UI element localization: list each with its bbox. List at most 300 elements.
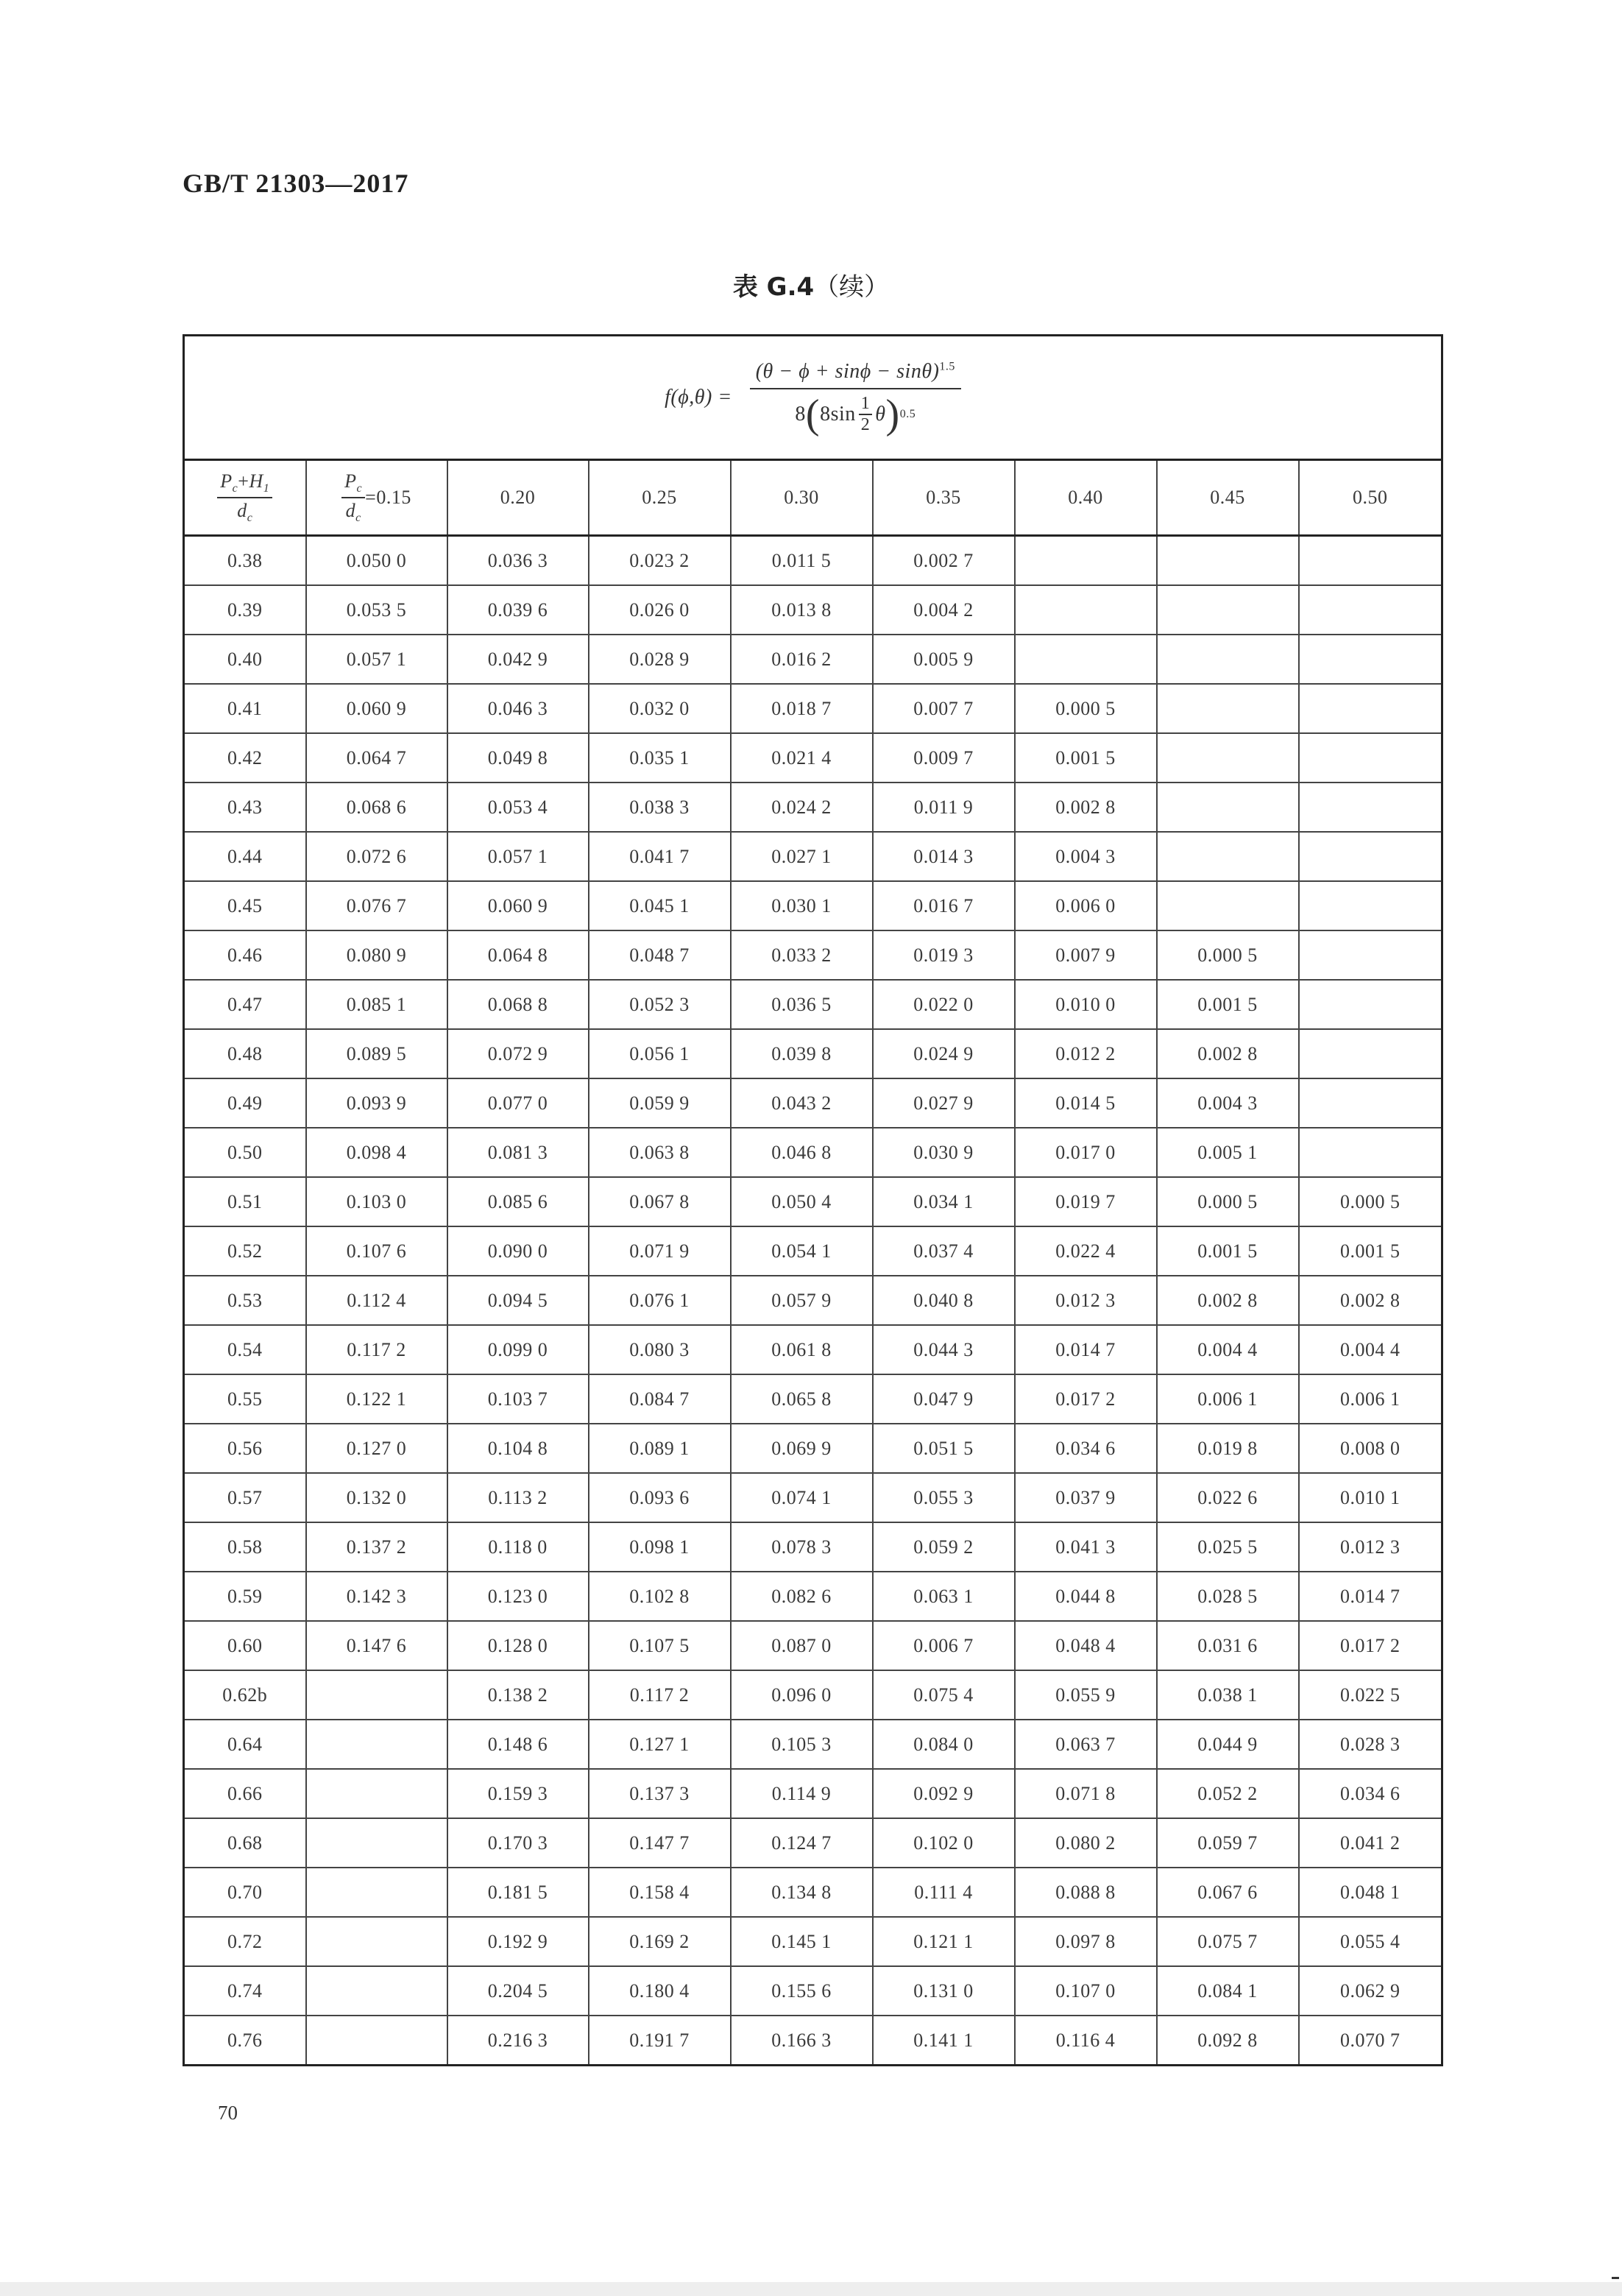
row-header-plus: +	[238, 470, 249, 492]
data-table	[183, 334, 1443, 2066]
row-label-cell: 0.48	[184, 1029, 306, 1078]
value-cell: 0.127 0	[306, 1424, 447, 1473]
value-cell: 0.155 6	[731, 1966, 873, 2016]
value-cell	[1157, 585, 1299, 635]
value-cell: 0.030 1	[731, 881, 873, 930]
value-cell	[1299, 635, 1442, 684]
value-cell: 0.024 2	[731, 783, 873, 832]
table-row	[184, 585, 1442, 635]
col-header-first-d-sub: c	[355, 512, 361, 525]
value-cell: 0.026 0	[589, 585, 731, 635]
value-cell: 0.191 7	[589, 2016, 731, 2066]
table-row	[184, 1276, 1442, 1325]
col-header-first	[306, 460, 447, 536]
row-label-cell: 0.40	[184, 635, 306, 684]
formula-half-num: 1	[859, 394, 873, 415]
value-cell: 0.077 0	[447, 1078, 589, 1128]
value-cell: 0.082 6	[731, 1572, 873, 1621]
row-label-cell: 0.44	[184, 832, 306, 881]
value-cell: 0.027 1	[731, 832, 873, 881]
table-title-suffix: （续）	[814, 272, 890, 302]
value-cell: 0.022 4	[1015, 1226, 1157, 1276]
value-cell	[306, 1966, 447, 2016]
value-cell	[1157, 635, 1299, 684]
col-header: 0.45	[1157, 460, 1299, 536]
value-cell: 0.053 5	[306, 585, 447, 635]
value-cell	[306, 1917, 447, 1966]
col-header-first-d: d	[345, 500, 356, 521]
value-cell	[1299, 1128, 1442, 1177]
value-cell: 0.008 0	[1299, 1424, 1442, 1473]
value-cell: 0.005 9	[873, 635, 1015, 684]
value-cell: 0.011 9	[873, 783, 1015, 832]
value-cell: 0.075 7	[1157, 1917, 1299, 1966]
value-cell: 0.180 4	[589, 1966, 731, 2016]
value-cell: 0.030 9	[873, 1128, 1015, 1177]
row-header-p: P	[220, 470, 233, 492]
value-cell: 0.022 0	[873, 980, 1015, 1029]
col-header: 0.30	[731, 460, 873, 536]
formula-cell	[184, 336, 1442, 460]
value-cell: 0.050 4	[731, 1177, 873, 1226]
table-row	[184, 635, 1442, 684]
value-cell: 0.032 0	[589, 684, 731, 733]
value-cell: 0.031 6	[1157, 1621, 1299, 1670]
table-row	[184, 930, 1442, 980]
row-label-cell: 0.43	[184, 783, 306, 832]
formula-numerator	[750, 360, 961, 389]
value-cell: 0.080 2	[1015, 1818, 1157, 1868]
value-cell: 0.048 1	[1299, 1868, 1442, 1917]
value-cell: 0.148 6	[447, 1720, 589, 1769]
value-cell: 0.122 1	[306, 1374, 447, 1424]
row-label-cell: 0.45	[184, 881, 306, 930]
value-cell: 0.059 2	[873, 1522, 1015, 1572]
value-cell: 0.010 0	[1015, 980, 1157, 1029]
row-label-cell: 0.41	[184, 684, 306, 733]
formula-den-exponent: 0.5	[899, 408, 916, 420]
value-cell: 0.048 4	[1015, 1621, 1157, 1670]
value-cell: 0.055 3	[873, 1473, 1015, 1522]
value-cell: 0.042 9	[447, 635, 589, 684]
value-cell: 0.059 7	[1157, 1818, 1299, 1868]
formula-left-paren: (	[805, 392, 821, 437]
value-cell: 0.035 1	[589, 733, 731, 783]
value-cell: 0.158 4	[589, 1868, 731, 1917]
value-cell: 0.111 4	[873, 1868, 1015, 1917]
row-label-cell: 0.72	[184, 1917, 306, 1966]
value-cell: 0.006 0	[1015, 881, 1157, 930]
value-cell: 0.074 1	[731, 1473, 873, 1522]
value-cell: 0.041 2	[1299, 1818, 1442, 1868]
value-cell	[1157, 733, 1299, 783]
row-label-cell: 0.50	[184, 1128, 306, 1177]
value-cell: 0.075 4	[873, 1670, 1015, 1720]
value-cell	[1299, 684, 1442, 733]
value-cell: 0.057 1	[306, 635, 447, 684]
row-label-cell: 0.57	[184, 1473, 306, 1522]
col-header: 0.20	[447, 460, 589, 536]
row-header-h-sub: 1	[263, 482, 270, 495]
value-cell	[306, 1868, 447, 1917]
value-cell: 0.001 5	[1015, 733, 1157, 783]
value-cell: 0.099 0	[447, 1325, 589, 1374]
value-cell: 0.001 5	[1157, 980, 1299, 1029]
value-cell: 0.021 4	[731, 733, 873, 783]
value-cell: 0.068 6	[306, 783, 447, 832]
formula-half-fraction	[859, 394, 873, 435]
value-cell: 0.062 9	[1299, 1966, 1442, 2016]
value-cell: 0.117 2	[589, 1670, 731, 1720]
value-cell: 0.112 4	[306, 1276, 447, 1325]
value-cell: 0.051 5	[873, 1424, 1015, 1473]
value-cell: 0.094 5	[447, 1276, 589, 1325]
value-cell	[1299, 930, 1442, 980]
value-cell: 0.013 8	[731, 585, 873, 635]
header-row	[184, 460, 1442, 536]
value-cell: 0.037 9	[1015, 1473, 1157, 1522]
value-cell: 0.023 2	[589, 536, 731, 586]
table-row	[184, 1128, 1442, 1177]
row-label-cell: 0.49	[184, 1078, 306, 1128]
value-cell: 0.028 5	[1157, 1572, 1299, 1621]
row-header-p-sub: c	[232, 482, 238, 495]
col-header-first-fraction	[341, 470, 365, 525]
value-cell: 0.000 5	[1157, 1177, 1299, 1226]
value-cell: 0.121 1	[873, 1917, 1015, 1966]
value-cell: 0.097 8	[1015, 1917, 1157, 1966]
value-cell: 0.060 9	[447, 881, 589, 930]
value-cell: 0.204 5	[447, 1966, 589, 2016]
value-cell: 0.006 1	[1157, 1374, 1299, 1424]
value-cell: 0.170 3	[447, 1818, 589, 1868]
value-cell: 0.036 5	[731, 980, 873, 1029]
table-row	[184, 1078, 1442, 1128]
row-label-cell: 0.55	[184, 1374, 306, 1424]
value-cell	[1299, 536, 1442, 586]
value-cell	[1157, 536, 1299, 586]
row-label-cell: 0.47	[184, 980, 306, 1029]
value-cell: 0.105 3	[731, 1720, 873, 1769]
value-cell: 0.114 9	[731, 1769, 873, 1818]
table-row	[184, 536, 1442, 586]
value-cell: 0.034 1	[873, 1177, 1015, 1226]
value-cell: 0.093 6	[589, 1473, 731, 1522]
value-cell: 0.006 1	[1299, 1374, 1442, 1424]
value-cell	[1015, 585, 1157, 635]
row-label-cell: 0.68	[184, 1818, 306, 1868]
row-label-cell: 0.38	[184, 536, 306, 586]
value-cell	[1299, 585, 1442, 635]
value-cell: 0.063 1	[873, 1572, 1015, 1621]
value-cell: 0.102 0	[873, 1818, 1015, 1868]
value-cell: 0.019 3	[873, 930, 1015, 980]
value-cell: 0.014 5	[1015, 1078, 1157, 1128]
row-header-d: d	[237, 500, 247, 521]
value-cell: 0.017 0	[1015, 1128, 1157, 1177]
row-label-cell: 0.70	[184, 1868, 306, 1917]
value-cell: 0.050 0	[306, 536, 447, 586]
value-cell: 0.046 8	[731, 1128, 873, 1177]
table-row	[184, 1670, 1442, 1720]
value-cell: 0.024 9	[873, 1029, 1015, 1078]
value-cell	[1299, 980, 1442, 1029]
row-header-h: H	[249, 470, 263, 492]
formula-half-den: 2	[860, 415, 871, 434]
value-cell	[1015, 536, 1157, 586]
value-cell: 0.090 0	[447, 1226, 589, 1276]
value-cell: 0.009 7	[873, 733, 1015, 783]
value-cell: 0.147 6	[306, 1621, 447, 1670]
value-cell: 0.080 9	[306, 930, 447, 980]
value-cell: 0.038 3	[589, 783, 731, 832]
value-cell: 0.096 0	[731, 1670, 873, 1720]
value-cell: 0.067 8	[589, 1177, 731, 1226]
value-cell: 0.064 8	[447, 930, 589, 980]
value-cell: 0.063 7	[1015, 1720, 1157, 1769]
row-label-cell: 0.56	[184, 1424, 306, 1473]
value-cell: 0.004 3	[1015, 832, 1157, 881]
table-row	[184, 783, 1442, 832]
table-row	[184, 1720, 1442, 1769]
value-cell: 0.041 3	[1015, 1522, 1157, 1572]
value-cell: 0.004 4	[1157, 1325, 1299, 1374]
col-header-first-p-sub: c	[356, 482, 363, 495]
value-cell: 0.216 3	[447, 2016, 589, 2066]
value-cell: 0.004 2	[873, 585, 1015, 635]
value-cell: 0.039 8	[731, 1029, 873, 1078]
value-cell: 0.049 8	[447, 733, 589, 783]
row-label-cell: 0.39	[184, 585, 306, 635]
value-cell: 0.000 5	[1299, 1177, 1442, 1226]
value-cell: 0.011 5	[731, 536, 873, 586]
col-header-first-value: =0.15	[365, 487, 411, 508]
value-cell	[306, 1818, 447, 1868]
value-cell: 0.084 1	[1157, 1966, 1299, 2016]
table-row	[184, 1226, 1442, 1276]
table-row	[184, 1177, 1442, 1226]
value-cell: 0.166 3	[731, 2016, 873, 2066]
row-label-cell: 0.60	[184, 1621, 306, 1670]
value-cell: 0.078 3	[731, 1522, 873, 1572]
value-cell: 0.041 7	[589, 832, 731, 881]
table-row	[184, 733, 1442, 783]
value-cell: 0.127 1	[589, 1720, 731, 1769]
value-cell: 0.071 8	[1015, 1769, 1157, 1818]
value-cell: 0.036 3	[447, 536, 589, 586]
value-cell: 0.005 1	[1157, 1128, 1299, 1177]
value-cell: 0.059 9	[589, 1078, 731, 1128]
value-cell: 0.057 1	[447, 832, 589, 881]
formula-lhs: f(ϕ,θ) =	[665, 386, 732, 409]
formula-numerator-text: (θ − ϕ + sinϕ − sinθ)	[755, 360, 940, 383]
corner-mark	[1612, 2277, 1619, 2279]
value-cell: 0.181 5	[447, 1868, 589, 1917]
col-header: 0.35	[873, 460, 1015, 536]
value-cell	[1299, 1029, 1442, 1078]
table-row	[184, 1966, 1442, 2016]
col-header-first-denominator	[346, 498, 361, 525]
value-cell: 0.093 9	[306, 1078, 447, 1128]
formula-den-inner: 8sin	[820, 403, 856, 425]
row-label-cell: 0.74	[184, 1966, 306, 2016]
value-cell: 0.037 4	[873, 1226, 1015, 1276]
value-cell: 0.028 9	[589, 635, 731, 684]
col-header-first-numerator	[341, 470, 365, 498]
col-header: 0.40	[1015, 460, 1157, 536]
value-cell: 0.019 7	[1015, 1177, 1157, 1226]
value-cell: 0.107 0	[1015, 1966, 1157, 2016]
col-header: 0.25	[589, 460, 731, 536]
page-number: 70	[218, 2102, 238, 2124]
row-header-d-sub: c	[247, 512, 253, 525]
value-cell: 0.113 2	[447, 1473, 589, 1522]
value-cell: 0.001 5	[1157, 1226, 1299, 1276]
value-cell: 0.004 3	[1157, 1078, 1299, 1128]
value-cell	[306, 2016, 447, 2066]
formula-den-theta: θ	[875, 403, 886, 425]
value-cell: 0.019 8	[1157, 1424, 1299, 1473]
value-cell: 0.117 2	[306, 1325, 447, 1374]
value-cell: 0.022 6	[1157, 1473, 1299, 1522]
value-cell: 0.044 8	[1015, 1572, 1157, 1621]
table-row	[184, 1572, 1442, 1621]
row-label-cell: 0.62b	[184, 1670, 306, 1720]
row-label-cell: 0.58	[184, 1522, 306, 1572]
table-row	[184, 1818, 1442, 1868]
value-cell: 0.061 8	[731, 1325, 873, 1374]
value-cell	[1157, 783, 1299, 832]
formula-denominator	[795, 389, 916, 435]
table-row	[184, 1522, 1442, 1572]
value-cell: 0.085 1	[306, 980, 447, 1029]
value-cell: 0.060 9	[306, 684, 447, 733]
value-cell: 0.124 7	[731, 1818, 873, 1868]
col-header: 0.50	[1299, 460, 1442, 536]
value-cell: 0.118 0	[447, 1522, 589, 1572]
table-row	[184, 1424, 1442, 1473]
standard-code: GB/T 21303—2017	[183, 169, 409, 198]
value-cell: 0.014 7	[1015, 1325, 1157, 1374]
value-cell: 0.089 1	[589, 1424, 731, 1473]
value-cell: 0.002 8	[1157, 1029, 1299, 1078]
value-cell: 0.145 1	[731, 1917, 873, 1966]
value-cell: 0.128 0	[447, 1621, 589, 1670]
value-cell: 0.064 7	[306, 733, 447, 783]
formula	[665, 360, 961, 435]
table-row	[184, 1473, 1442, 1522]
table-row	[184, 684, 1442, 733]
value-cell: 0.103 7	[447, 1374, 589, 1424]
value-cell: 0.012 3	[1299, 1522, 1442, 1572]
value-cell: 0.034 6	[1299, 1769, 1442, 1818]
value-cell: 0.103 0	[306, 1177, 447, 1226]
value-cell: 0.002 7	[873, 536, 1015, 586]
value-cell: 0.000 5	[1157, 930, 1299, 980]
row-label-cell: 0.53	[184, 1276, 306, 1325]
table-row	[184, 980, 1442, 1029]
value-cell: 0.044 9	[1157, 1720, 1299, 1769]
value-cell: 0.001 5	[1299, 1226, 1442, 1276]
value-cell: 0.039 6	[447, 585, 589, 635]
value-cell: 0.057 9	[731, 1276, 873, 1325]
value-cell: 0.137 2	[306, 1522, 447, 1572]
value-cell: 0.107 5	[589, 1621, 731, 1670]
formula-right-paren: )	[885, 392, 900, 437]
value-cell: 0.017 2	[1015, 1374, 1157, 1424]
row-label-cell: 0.51	[184, 1177, 306, 1226]
value-cell: 0.084 7	[589, 1374, 731, 1424]
value-cell: 0.048 7	[589, 930, 731, 980]
value-cell: 0.104 8	[447, 1424, 589, 1473]
value-cell: 0.068 8	[447, 980, 589, 1029]
value-cell: 0.033 2	[731, 930, 873, 980]
table-row	[184, 1325, 1442, 1374]
value-cell: 0.169 2	[589, 1917, 731, 1966]
value-cell: 0.002 8	[1157, 1276, 1299, 1325]
row-header-fraction	[217, 470, 272, 525]
value-cell	[306, 1670, 447, 1720]
table-row	[184, 1917, 1442, 1966]
value-cell: 0.012 3	[1015, 1276, 1157, 1325]
value-cell: 0.004 4	[1299, 1325, 1442, 1374]
value-cell: 0.002 8	[1015, 783, 1157, 832]
table-row	[184, 1374, 1442, 1424]
value-cell: 0.123 0	[447, 1572, 589, 1621]
row-header-numerator	[217, 470, 272, 498]
value-cell: 0.047 9	[873, 1374, 1015, 1424]
value-cell: 0.018 7	[731, 684, 873, 733]
table-row	[184, 1621, 1442, 1670]
value-cell: 0.016 7	[873, 881, 1015, 930]
value-cell: 0.043 2	[731, 1078, 873, 1128]
row-label-cell: 0.66	[184, 1769, 306, 1818]
value-cell: 0.076 1	[589, 1276, 731, 1325]
row-label-cell: 0.59	[184, 1572, 306, 1621]
row-label-cell: 0.76	[184, 2016, 306, 2066]
value-cell: 0.044 3	[873, 1325, 1015, 1374]
value-cell	[1015, 635, 1157, 684]
value-cell: 0.045 1	[589, 881, 731, 930]
table-row	[184, 832, 1442, 881]
value-cell: 0.138 2	[447, 1670, 589, 1720]
table-row	[184, 1029, 1442, 1078]
value-cell: 0.102 8	[589, 1572, 731, 1621]
value-cell: 0.055 4	[1299, 1917, 1442, 1966]
value-cell: 0.055 9	[1015, 1670, 1157, 1720]
table-row	[184, 1868, 1442, 1917]
formula-fraction	[750, 360, 961, 435]
value-cell: 0.137 3	[589, 1769, 731, 1818]
value-cell: 0.081 3	[447, 1128, 589, 1177]
table-row	[184, 2016, 1442, 2066]
value-cell: 0.141 1	[873, 2016, 1015, 2066]
value-cell: 0.084 0	[873, 1720, 1015, 1769]
formula-den-coef: 8	[795, 403, 806, 425]
value-cell: 0.025 5	[1157, 1522, 1299, 1572]
table-title	[0, 266, 1622, 303]
value-cell: 0.002 8	[1299, 1276, 1442, 1325]
value-cell: 0.063 8	[589, 1128, 731, 1177]
row-header-cell	[184, 460, 306, 536]
value-cell: 0.016 2	[731, 635, 873, 684]
value-cell: 0.080 3	[589, 1325, 731, 1374]
row-label-cell: 0.42	[184, 733, 306, 783]
value-cell	[1299, 881, 1442, 930]
value-cell: 0.014 7	[1299, 1572, 1442, 1621]
value-cell: 0.087 0	[731, 1621, 873, 1670]
row-label-cell: 0.52	[184, 1226, 306, 1276]
